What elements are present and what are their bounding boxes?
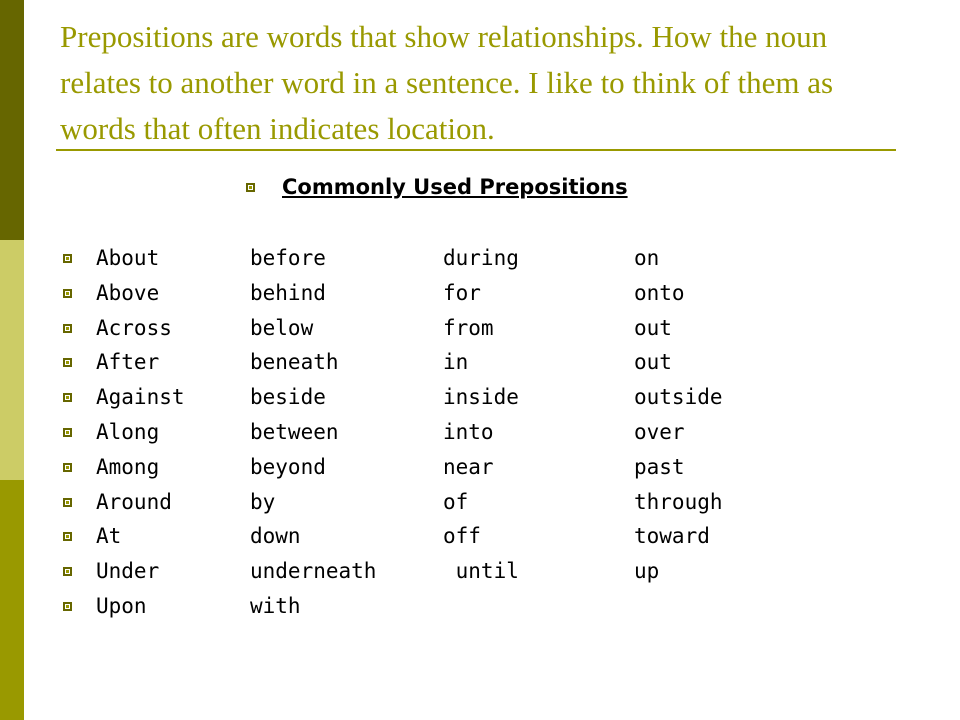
table-row bbox=[0, 241, 960, 275]
square-bullet-icon bbox=[246, 183, 255, 192]
preposition-word: over bbox=[634, 420, 685, 444]
preposition-word: out bbox=[634, 350, 672, 375]
preposition-word: Against bbox=[96, 385, 185, 410]
table-row bbox=[0, 380, 960, 414]
preposition-word: Among bbox=[96, 454, 160, 479]
preposition-word: with bbox=[250, 594, 301, 618]
table-row bbox=[0, 519, 960, 553]
preposition-word: inside bbox=[443, 385, 519, 410]
list-subheading: Commonly Used Prepositions bbox=[282, 175, 628, 199]
preposition-word: on bbox=[634, 246, 660, 270]
preposition-word: through bbox=[634, 489, 723, 514]
preposition-word: in bbox=[443, 350, 469, 375]
preposition-word: between bbox=[250, 420, 339, 444]
preposition-word: About bbox=[96, 246, 160, 270]
preposition-word: Around bbox=[96, 489, 172, 514]
preposition-word: Under bbox=[96, 559, 160, 584]
preposition-word: below bbox=[250, 315, 314, 340]
preposition-word: by bbox=[250, 489, 276, 514]
preposition-word: before bbox=[250, 246, 326, 270]
table-row bbox=[0, 554, 960, 588]
preposition-word: from bbox=[443, 315, 494, 340]
preposition-word: Upon bbox=[96, 594, 147, 618]
preposition-word: off bbox=[443, 524, 481, 549]
table-row bbox=[0, 450, 960, 484]
preposition-word: Above bbox=[96, 280, 160, 305]
preposition-word: past bbox=[634, 454, 685, 479]
preposition-word: After bbox=[96, 350, 160, 375]
preposition-word: At bbox=[96, 524, 122, 549]
preposition-word: behind bbox=[250, 280, 326, 305]
table-row bbox=[0, 276, 960, 310]
square-bullet-icon bbox=[63, 498, 72, 507]
square-bullet-icon bbox=[63, 602, 72, 611]
preposition-word: up bbox=[634, 559, 660, 584]
preposition-word: underneath bbox=[250, 559, 377, 584]
table-row bbox=[0, 345, 960, 379]
square-bullet-icon bbox=[63, 324, 72, 333]
table-row bbox=[0, 415, 960, 449]
square-bullet-icon bbox=[63, 254, 72, 263]
square-bullet-icon bbox=[63, 358, 72, 367]
square-bullet-icon bbox=[63, 393, 72, 402]
preposition-word: out bbox=[634, 315, 672, 340]
preposition-word: onto bbox=[634, 280, 685, 305]
preposition-word: Across bbox=[96, 315, 172, 340]
preposition-word: into bbox=[443, 420, 494, 444]
preposition-word: down bbox=[250, 524, 301, 549]
square-bullet-icon bbox=[63, 428, 72, 437]
preposition-word: outside bbox=[634, 385, 723, 410]
square-bullet-icon bbox=[63, 289, 72, 298]
preposition-word: beside bbox=[250, 385, 326, 410]
preposition-word: near bbox=[443, 454, 494, 479]
preposition-word: beyond bbox=[250, 454, 326, 479]
side-bar-dark bbox=[0, 0, 24, 240]
preposition-word: Along bbox=[96, 420, 160, 444]
square-bullet-icon bbox=[63, 532, 72, 541]
table-row bbox=[0, 589, 960, 623]
square-bullet-icon bbox=[63, 567, 72, 576]
square-bullet-icon bbox=[63, 463, 72, 472]
preposition-word: for bbox=[443, 280, 481, 305]
table-row bbox=[0, 485, 960, 519]
title-divider bbox=[56, 149, 896, 151]
preposition-word: of bbox=[443, 489, 469, 514]
preposition-word: during bbox=[443, 246, 519, 270]
slide-title: Prepositions are words that show relationships. How the noun relates to another word in a sentence. I like to think of them as words that often indicates location. bbox=[60, 19, 834, 146]
preposition-word: until bbox=[443, 559, 519, 584]
preposition-word: toward bbox=[634, 524, 710, 549]
preposition-word: beneath bbox=[250, 350, 339, 375]
table-row bbox=[0, 311, 960, 345]
